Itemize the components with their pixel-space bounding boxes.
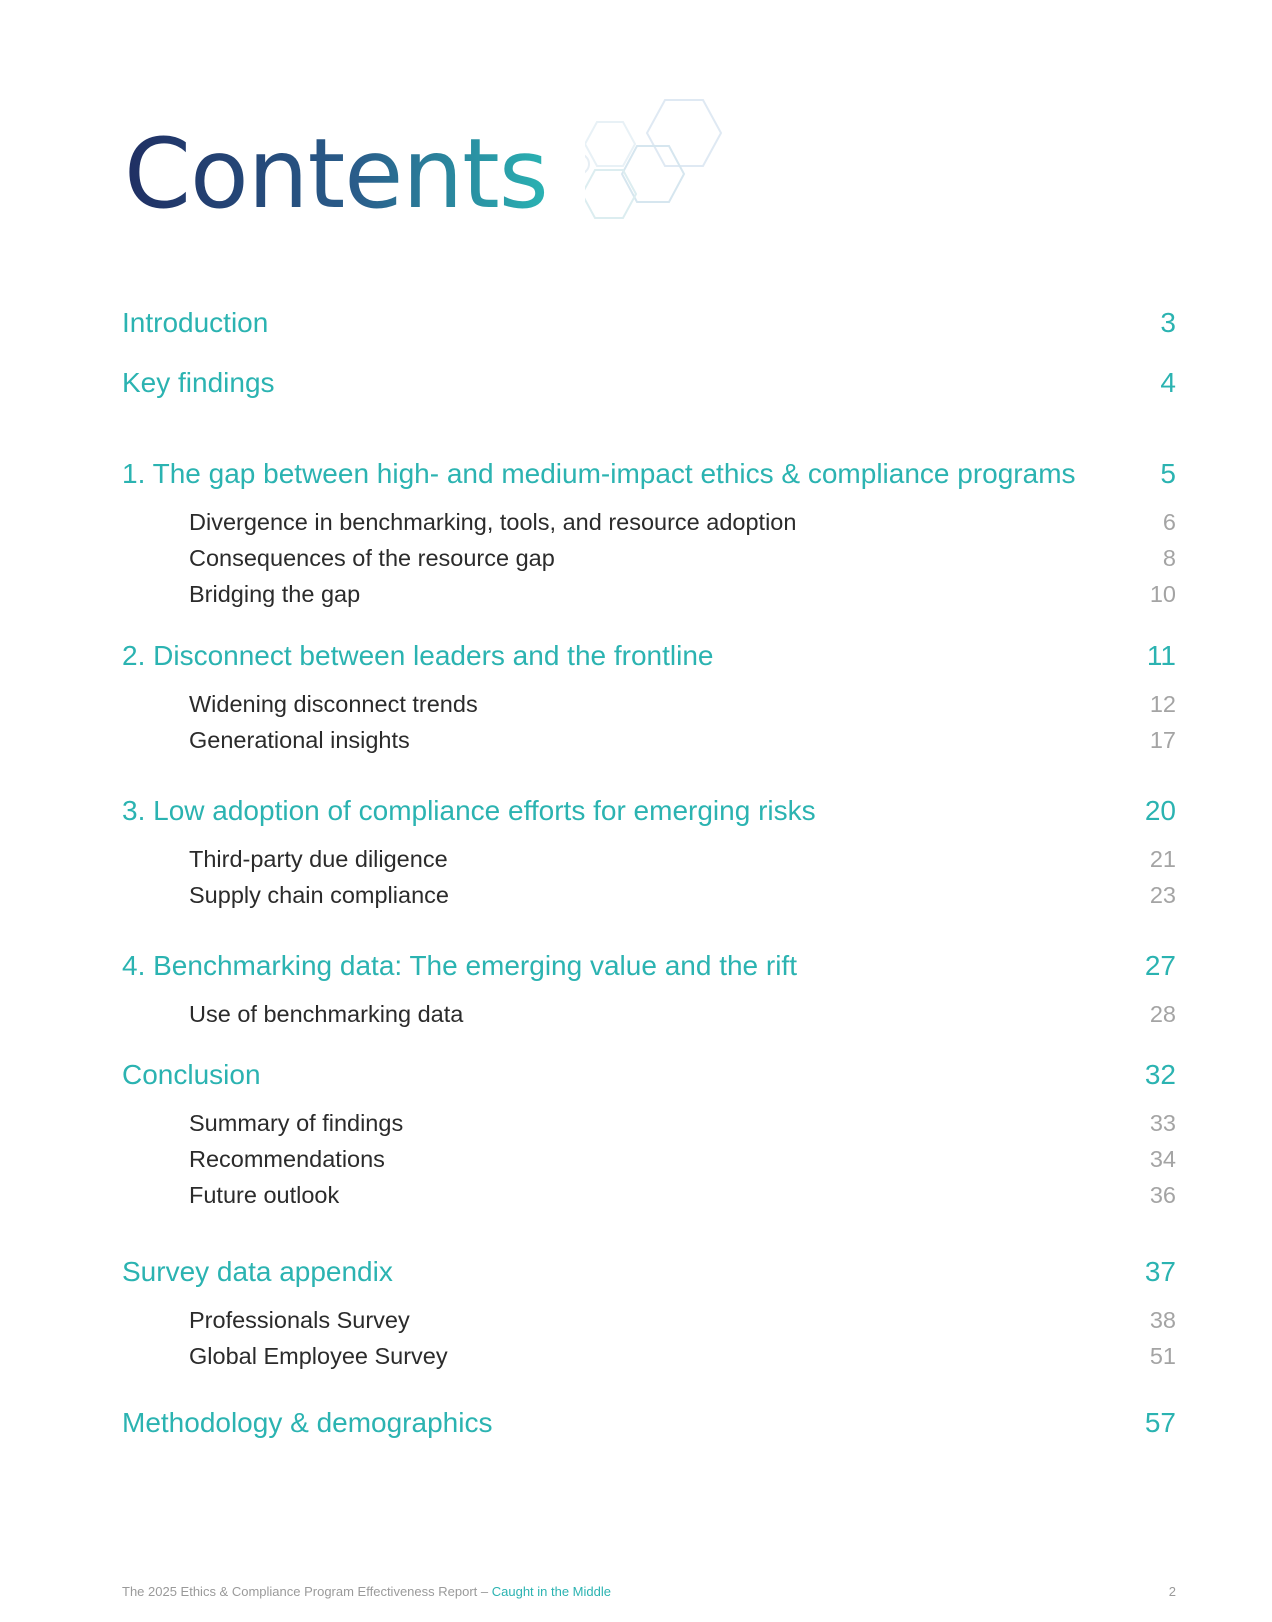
toc-section-page: 37 — [1144, 1256, 1176, 1287]
toc-subitem-label: Summary of findings — [189, 1110, 404, 1136]
toc-section-label: 3. Low adoption of compliance efforts for emerging risks — [122, 795, 816, 826]
toc-section-page: 11 — [1146, 640, 1176, 671]
toc-section-label: Methodology & demographics — [122, 1407, 493, 1438]
toc-section-introduction[interactable] — [122, 307, 1176, 339]
toc-subitem-page: 51 — [1149, 1343, 1176, 1369]
toc-subitem[interactable] — [189, 727, 1176, 754]
toc-subitem[interactable] — [189, 581, 1176, 608]
toc-subitem-label: Future outlook — [189, 1182, 340, 1208]
toc-subitem-label: Generational insights — [189, 727, 410, 753]
toc-subitem[interactable] — [189, 1343, 1176, 1370]
toc-subitem-page: 34 — [1149, 1146, 1176, 1172]
toc-subitem-page: 10 — [1149, 581, 1176, 607]
toc-section-3[interactable] — [122, 795, 1176, 827]
toc-section-label: Survey data appendix — [122, 1256, 393, 1287]
footer-report-name: The 2025 Ethics & Compliance Program Effectiveness Report – — [122, 1584, 492, 1599]
toc-section-label: Introduction — [122, 307, 269, 338]
toc-subitem[interactable] — [189, 1146, 1176, 1173]
toc-subitem-page: 17 — [1149, 727, 1176, 753]
toc-subitem-label: Divergence in benchmarking, tools, and resource adoption — [189, 509, 797, 535]
toc-section-key-findings[interactable] — [122, 367, 1176, 399]
toc-section-label: 4. Benchmarking data: The emerging value and the rift — [122, 950, 797, 981]
toc-subitem-label: Consequences of the resource gap — [189, 545, 555, 571]
toc-section-page: 4 — [1160, 367, 1176, 398]
toc-section-conclusion[interactable] — [122, 1059, 1176, 1091]
toc-subitem[interactable] — [189, 1110, 1176, 1137]
footer-report-title — [122, 1584, 611, 1599]
toc-section-methodology[interactable] — [122, 1407, 1176, 1439]
toc-subitem-label: Professionals Survey — [189, 1307, 410, 1333]
toc-subitem-page: 23 — [1149, 882, 1176, 908]
toc-subitem-page: 36 — [1149, 1182, 1176, 1208]
toc-section-1[interactable] — [122, 458, 1176, 490]
toc-section-page: 27 — [1144, 950, 1176, 981]
toc-subitem-label: Widening disconnect trends — [189, 691, 478, 717]
toc-subitem-page: 8 — [1162, 545, 1176, 571]
toc-section-page: 20 — [1144, 795, 1176, 826]
toc-subitem-page: 33 — [1149, 1110, 1176, 1136]
page-footer — [122, 1584, 1176, 1599]
footer-page-number: 2 — [1168, 1584, 1176, 1599]
toc-subitem-page: 21 — [1149, 846, 1176, 872]
toc-subitem[interactable] — [189, 509, 1176, 536]
toc-section-survey-appendix[interactable] — [122, 1256, 1176, 1288]
toc-subitem[interactable] — [189, 545, 1176, 572]
toc-subitem-label: Global Employee Survey — [189, 1343, 448, 1369]
toc-subitem[interactable] — [189, 846, 1176, 873]
page-title: Contents — [124, 118, 548, 230]
toc-subitem-label: Third-party due diligence — [189, 846, 448, 872]
toc-subitem[interactable] — [189, 1307, 1176, 1334]
toc-section-label: 1. The gap between high- and medium-impact ethics & compliance programs — [122, 458, 1076, 489]
toc-section-page: 57 — [1144, 1407, 1176, 1438]
toc-subitem-page: 12 — [1149, 691, 1176, 717]
toc-section-page: 32 — [1144, 1059, 1176, 1090]
toc-subitem-page: 28 — [1149, 1001, 1176, 1027]
toc-section-label: Key findings — [122, 367, 275, 398]
toc-subitem-page: 6 — [1162, 509, 1176, 535]
toc-subitem-label: Use of benchmarking data — [189, 1001, 464, 1027]
toc-subitem-label: Bridging the gap — [189, 581, 361, 607]
toc-section-4[interactable] — [122, 950, 1176, 982]
toc-subitem[interactable] — [189, 1182, 1176, 1209]
toc-subitem[interactable] — [189, 1001, 1176, 1028]
toc-section-2[interactable] — [122, 640, 1176, 672]
toc-section-page: 5 — [1160, 458, 1176, 489]
footer-report-subtitle: Caught in the Middle — [491, 1584, 611, 1599]
toc-subitem-page: 38 — [1149, 1307, 1176, 1333]
toc-subitem[interactable] — [189, 691, 1176, 718]
toc-section-label: 2. Disconnect between leaders and the frontline — [122, 640, 714, 671]
toc-subitem-label: Supply chain compliance — [189, 882, 449, 908]
toc-subitem[interactable] — [189, 882, 1176, 909]
toc-section-page: 3 — [1160, 307, 1176, 338]
toc-subitem-label: Recommendations — [189, 1146, 385, 1172]
toc-section-label: Conclusion — [122, 1059, 261, 1090]
